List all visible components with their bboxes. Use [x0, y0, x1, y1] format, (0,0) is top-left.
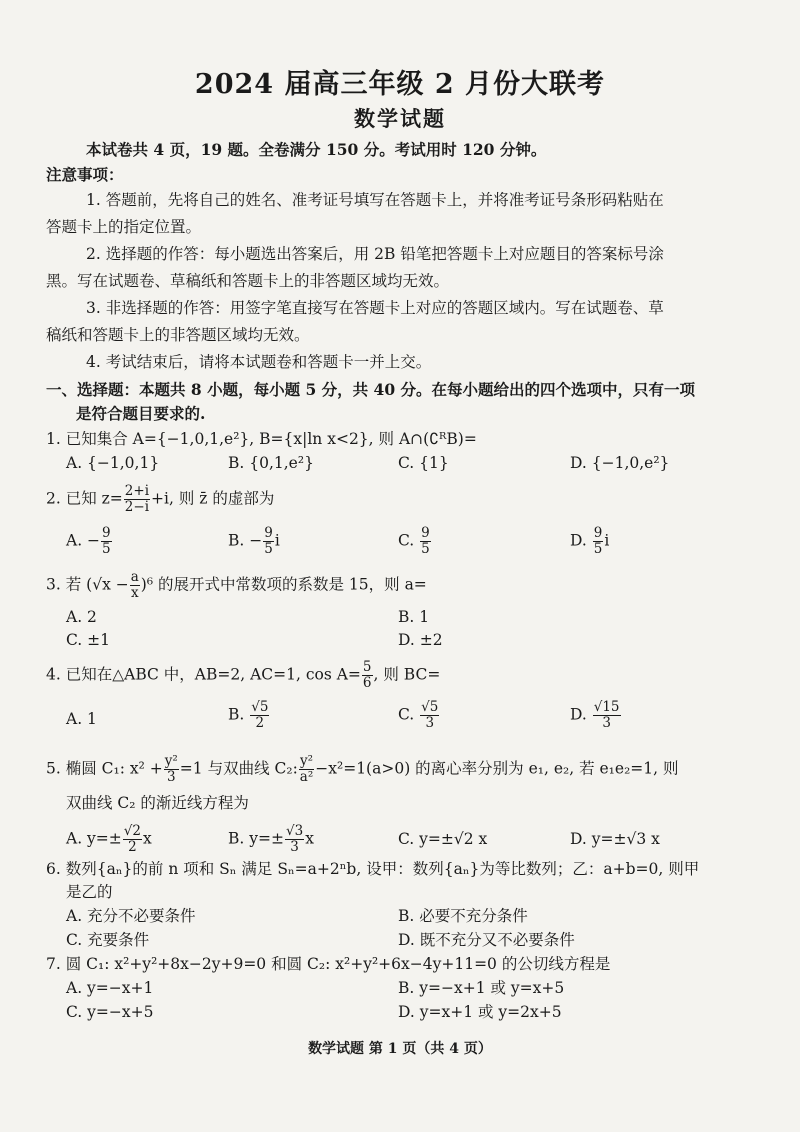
q5-stem-post: −x²=1(a>0) 的离心率分别为 e₁, e₂, 若 e₁e₂=1, 则	[315, 759, 679, 778]
frac-num: √3	[285, 823, 304, 839]
frac-den: 2	[128, 839, 137, 855]
page-footer: 数学试题 第 1 页（共 4 页）	[308, 1041, 492, 1057]
page-subtitle: 数学试题	[354, 106, 446, 131]
q2-fraction	[124, 484, 150, 515]
frac-den: 5	[102, 541, 111, 557]
q5-fraction-1	[164, 754, 179, 785]
q5-option-a-label: A. y=±	[66, 829, 122, 848]
q5-stem-pre: 5. 椭圆 C₁: x² +	[46, 759, 163, 778]
q5-f1-num: y²	[164, 753, 178, 769]
notice-line: 2. 选择题的作答：每小题选出答案后，用 2B 铅笔把答题卡上对应题目的答案标号涂	[86, 245, 664, 263]
frac-num: 9	[421, 525, 430, 541]
q2-option-c-frac	[420, 526, 431, 557]
frac-den: 3	[425, 715, 435, 731]
q5-option-b	[228, 824, 314, 855]
frac-num: √15	[593, 699, 620, 715]
q5-option-a	[66, 824, 152, 855]
notice-line: 4. 考试结束后，请将本试题卷和答题卡一并上交。	[86, 353, 432, 371]
q4-fraction	[362, 660, 373, 691]
q3-option-c: C. ±1	[66, 631, 111, 649]
q3-stem-pre: 3. 若 (√x −	[46, 575, 129, 594]
q4-option-b-label: B.	[228, 705, 250, 724]
q3-option-b: B. 1	[398, 608, 430, 626]
q2-option-b-suffix: i	[274, 531, 280, 550]
q4-option-d	[570, 700, 622, 731]
q2-option-b-label: B. −	[228, 531, 263, 550]
frac-num: 9	[593, 525, 603, 541]
frac-num: 9	[264, 525, 273, 541]
q1-option-a: A. {−1,0,1}	[66, 454, 160, 472]
frac-den: 5	[421, 541, 430, 557]
question-4-stem	[46, 660, 440, 691]
q1-option-d: D. {−1,0,e²}	[570, 454, 670, 472]
q5-option-b-label: B. y=±	[228, 829, 284, 848]
q6-option-a: A. 充分不必要条件	[66, 907, 196, 925]
q5-option-c: C. y=±√2 x	[398, 830, 488, 848]
question-5-stem	[46, 754, 678, 785]
q4-option-d-label: D.	[570, 705, 592, 724]
frac-num: 9	[102, 525, 111, 541]
q1-option-b: B. {0,1,e²}	[228, 454, 314, 472]
q2-frac-den: 2−i	[124, 499, 150, 515]
q2-option-d-suffix: i	[604, 531, 610, 550]
q4-frac-den: 6	[362, 675, 372, 691]
q6-option-d: D. 既不充分又不必要条件	[398, 931, 575, 949]
q3-option-d: D. ±2	[398, 631, 443, 649]
q5-option-a-suffix: x	[142, 829, 152, 848]
q2-option-a	[66, 526, 113, 557]
q5-f2-den: a²	[299, 769, 314, 785]
q2-option-c	[398, 526, 432, 557]
question-6-stem-cont: 是乙的	[66, 883, 113, 901]
notice-line: 答题卡上的指定位置。	[46, 218, 202, 236]
q2-option-b-frac	[263, 526, 274, 557]
q5-option-b-suffix: x	[305, 829, 314, 848]
question-1-stem: 1. 已知集合 A={−1,0,1,e²}, B={x|ln x<2}, 则 A∩(∁ᴿB)=	[46, 430, 477, 448]
question-6-stem: 6. 数列{aₙ}的前 n 项和 Sₙ 满足 Sₙ=a+2ⁿb, 设甲：数列{aₙ}为等比数列；乙：a+b=0, 则甲	[46, 860, 700, 878]
notice-line: 稿纸和答题卡上的非答题区域均无效。	[46, 326, 310, 344]
q2-option-a-label: A. −	[66, 531, 101, 550]
q7-option-b: B. y=−x+1 或 y=x+5	[398, 979, 565, 997]
q2-option-a-frac	[101, 526, 112, 557]
exam-intro: 本试卷共 4 页，19 题。全卷满分 150 分。考试用时 120 分钟。	[86, 140, 547, 159]
q4-option-c-frac	[420, 700, 439, 731]
q5-fraction-2	[299, 754, 314, 785]
q5-option-b-frac	[285, 824, 304, 855]
question-3-stem	[46, 570, 427, 601]
q2-option-c-label: C.	[398, 531, 420, 550]
q1-option-c: C. {1}	[398, 454, 449, 472]
question-7-stem: 7. 圆 C₁: x²+y²+8x−2y+9=0 和圆 C₂: x²+y²+6x−4y+11=0 的公切线方程是	[46, 955, 611, 973]
q7-option-d: D. y=x+1 或 y=2x+5	[398, 1003, 562, 1021]
q4-option-b	[228, 700, 270, 731]
frac-num: √5	[421, 699, 439, 715]
question-5-stem-cont: 双曲线 C₂ 的渐近线方程为	[66, 794, 249, 812]
notice-heading: 注意事项：	[46, 165, 124, 184]
q3-stem-post: )⁶ 的展开式中常数项的系数是 15，则 a=	[140, 575, 427, 594]
q2-stem-pre: 2. 已知 z=	[46, 489, 123, 508]
q6-option-b: B. 必要不充分条件	[398, 907, 528, 925]
q3-frac-num: a	[130, 569, 139, 585]
q2-option-b	[228, 526, 280, 557]
q2-frac-num: 2+i	[124, 483, 150, 499]
q5-f2-num: y²	[300, 753, 314, 769]
q3-frac-den: x	[130, 585, 139, 601]
q2-option-d	[570, 526, 609, 557]
q4-option-d-frac	[593, 700, 621, 731]
notice-line: 1. 答题前，先将自己的姓名、准考证号填写在答题卡上，并将准考证号条形码粘贴在	[86, 191, 664, 209]
q4-option-a: A. 1	[66, 710, 97, 728]
question-2-stem	[46, 484, 274, 515]
q2-option-d-label: D.	[570, 531, 592, 550]
q4-stem-pre: 4. 已知在△ABC 中，AB=2, AC=1, cos A=	[46, 665, 361, 684]
notice-line: 3. 非选择题的作答：用签字笔直接写在答题卡上对应的答题区域内。写在试题卷、草	[86, 299, 664, 317]
frac-den: 5	[264, 541, 273, 557]
q4-option-c	[398, 700, 440, 731]
q3-fraction	[130, 570, 140, 601]
q4-frac-num: 5	[362, 659, 372, 675]
section-heading-cont: 是符合题目要求的.	[76, 404, 206, 423]
q6-option-c: C. 充要条件	[66, 931, 150, 949]
page-title: 2024 届高三年级 2 月份大联考	[194, 69, 606, 100]
frac-num: √2	[123, 823, 141, 839]
q5-f1-den: 3	[166, 769, 176, 785]
q4-option-b-frac	[250, 700, 269, 731]
q2-stem-post: +i, 则 z̄ 的虚部为	[151, 489, 275, 508]
q5-option-d: D. y=±√3 x	[570, 830, 660, 848]
frac-num: √5	[251, 699, 269, 715]
q4-option-c-label: C.	[398, 705, 420, 724]
q5-stem-mid: =1 与双曲线 C₂:	[179, 759, 298, 778]
q7-option-c: C. y=−x+5	[66, 1003, 154, 1021]
q5-option-a-frac	[123, 824, 142, 855]
frac-den: 3	[290, 839, 299, 855]
q2-option-d-frac	[593, 526, 604, 557]
section-heading: 一、选择题：本题共 8 小题，每小题 5 分，共 40 分。在每小题给出的四个选项中，只有一项	[46, 380, 696, 399]
notice-line: 黑。写在试题卷、草稿纸和答题卡上的非答题区域均无效。	[46, 272, 450, 290]
q7-option-a: A. y=−x+1	[66, 979, 154, 997]
frac-den: 2	[255, 715, 265, 731]
q4-stem-post: , 则 BC=	[373, 665, 441, 684]
frac-den: 3	[602, 715, 611, 731]
frac-den: 5	[593, 541, 603, 557]
q3-option-a: A. 2	[66, 608, 97, 626]
